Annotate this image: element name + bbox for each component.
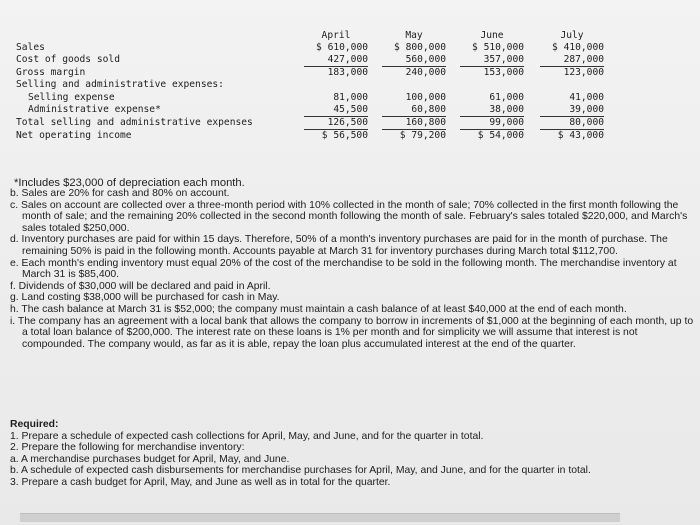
list-item: b. Sales are 20% for cash and 80% on account. xyxy=(10,188,230,199)
table-cell: 41,000 xyxy=(569,92,604,103)
assumptions-list xyxy=(10,188,694,350)
table-cell: 123,000 xyxy=(563,67,604,78)
table-cell: 160,800 xyxy=(382,117,446,130)
month-header: June xyxy=(480,30,504,41)
table-cell: $ 800,000 xyxy=(394,42,446,53)
table-cell: $ 410,000 xyxy=(552,42,604,53)
table-cell: 287,000 xyxy=(540,54,604,67)
table-cell: 45,500 xyxy=(304,104,368,117)
required-heading: Required: xyxy=(10,419,59,430)
list-item: g. Land costing $38,000 will be purchased for cash in May. xyxy=(10,292,280,304)
table-cell: $ 54,000 xyxy=(477,130,524,141)
row-label: Gross margin xyxy=(16,67,86,78)
table-cell: 38,000 xyxy=(460,104,524,117)
list-item: c. Sales on account are collected over a three-month period with 10% collected in the month of sale; 70% collected in the first month following the month of sale; and the remaining 20% collected in the second month following the month of sale. February's sales totaled $220,000, and March's sales totaled $250,000. xyxy=(10,199,688,234)
list-item: 2. Prepare the following for merchandise inventory: xyxy=(10,442,245,454)
list-item: h. The cash balance at March 31 is $52,000; the company must maintain a cash balance of at least $40,000 at the end of each month. xyxy=(10,303,627,315)
table-cell: 60,800 xyxy=(382,104,446,117)
table-cell: 357,000 xyxy=(460,54,524,67)
table-cell: $ 56,500 xyxy=(321,130,368,141)
list-item: i. The company has an agreement with a local bank that allows the company to borrow in increments of $1,000 at the beginning of each month, up to a total loan balance of $200,000. The interest rate on these loans is 1% per month and for simplicity we will assume that interest is not compounded. The company would, as far as it is able, repay the loan plus accumulated interest at the end of the quarter. xyxy=(10,315,694,350)
list-item: a. A merchandise purchases budget for April, May, and June. xyxy=(10,453,290,465)
row-label: Administrative expense* xyxy=(28,104,161,115)
table-cell: 560,000 xyxy=(382,54,446,67)
table-cell: 240,000 xyxy=(405,67,446,78)
table-cell: 100,000 xyxy=(405,92,446,103)
list-item: f. Dividends of $30,000 will be declared and paid in April. xyxy=(10,280,271,292)
row-label: Cost of goods sold xyxy=(16,54,120,65)
row-label: Total selling and administrative expenses xyxy=(16,117,253,128)
answer-input-bar[interactable] xyxy=(20,513,620,522)
table-cell: 81,000 xyxy=(333,92,368,103)
table-cell: $ 610,000 xyxy=(316,42,368,53)
table-cell: $ 79,200 xyxy=(399,130,446,141)
list-item: 1. Prepare a schedule of expected cash collections for April, May, and June, and for the quarter in total. xyxy=(10,430,484,442)
required-section xyxy=(10,419,694,489)
table-cell: 126,500 xyxy=(304,117,368,130)
month-header: May xyxy=(405,30,423,41)
footnote: *Includes $23,000 of depreciation each month. xyxy=(14,177,245,189)
table-cell: 61,000 xyxy=(489,92,524,103)
row-label: Selling and administrative expenses: xyxy=(16,79,224,90)
month-header: April xyxy=(321,30,351,41)
table-cell: 427,000 xyxy=(304,54,368,67)
table-cell: $ 510,000 xyxy=(472,42,524,53)
month-header: July xyxy=(560,30,584,41)
table-cell: 99,000 xyxy=(460,117,524,130)
table-cell: 183,000 xyxy=(327,67,368,78)
row-label: Sales xyxy=(16,42,45,53)
table-cell: 80,000 xyxy=(540,117,604,130)
row-label: Selling expense xyxy=(28,92,115,103)
row-label: Net operating income xyxy=(16,130,132,141)
table-cell: 39,000 xyxy=(540,104,604,117)
list-item: b. A schedule of expected cash disbursements for merchandise purchases for April, May, and June, and for the quarter in total. xyxy=(10,465,591,477)
table-cell: $ 43,000 xyxy=(557,130,604,141)
list-item: e. Each month's ending inventory must equal 20% of the cost of the merchandise to be sold in the following month. The merchandise inventory at March 31 is $85,400. xyxy=(10,257,677,281)
list-item: 3. Prepare a cash budget for April, May, and June as well as in total for the quarter. xyxy=(10,476,391,488)
table-cell: 153,000 xyxy=(483,67,524,78)
list-item: d. Inventory purchases are paid for within 15 days. Therefore, 50% of a month's inventory purchases are paid for in the month of purchase. The remaining 50% is paid in the following month. Accounts payable at March 31 for inventory purchases during March total $112,700. xyxy=(10,234,668,257)
